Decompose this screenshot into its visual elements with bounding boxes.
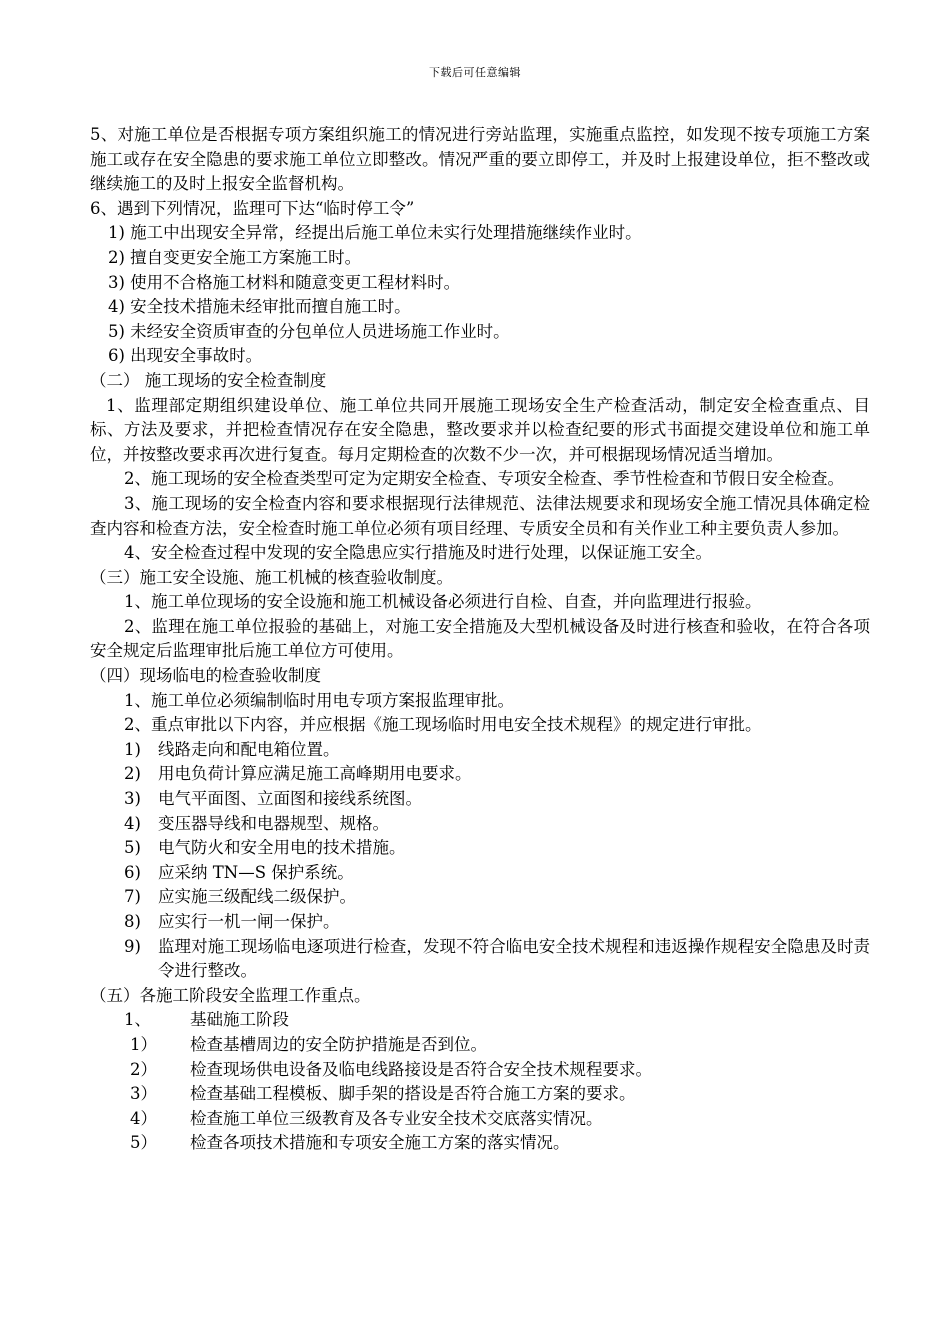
list-number: 3）: [130, 1084, 157, 1104]
list-number: 5）: [130, 1133, 157, 1153]
list-text: 用电负荷计算应满足施工高峰期用电要求。: [158, 764, 472, 784]
list-number: 1): [124, 739, 141, 759]
section-3-paragraph-2: 2、监理在施工单位报验的基础上，对施工安全措施及大型机械设备及时进行核查和验收，在符合各项安全规定后监理审批后施工单位方可使用。: [90, 616, 870, 661]
list-number: 3): [124, 789, 141, 809]
section-4-title: （四）现场临电的检查验收制度: [90, 666, 321, 686]
list-text: 检查基础工程模板、脚手架的搭设是否符合施工方案的要求。: [190, 1084, 636, 1104]
subsection-number: 1、: [124, 1010, 151, 1030]
list-item: [90, 1058, 870, 1083]
list-text: 检查基槽周边的安全防护措施是否到位。: [190, 1034, 487, 1054]
list-text: 检查各项技术措施和专项安全施工方案的落实情况。: [190, 1133, 570, 1153]
paragraph-item-6: 6、遇到下列情况，监理可下达“临时停工令”: [90, 198, 415, 218]
list-number: 5): [124, 838, 141, 858]
list-number: 2): [124, 764, 141, 784]
list-item: [90, 1107, 870, 1132]
list-item: [90, 1082, 870, 1107]
list-number: 7): [124, 887, 141, 907]
section-2-paragraph-2: 2、施工现场的安全检查类型可定为定期安全检查、专项安全检查、季节性检查和节假日安全检查。: [124, 469, 844, 489]
list-text: 电气防火和安全用电的技术措施。: [158, 838, 406, 858]
paragraph-item-5: 5、对施工单位是否根据专项方案组织施工的情况进行旁站监理，实施重点监控，如发现不按专项施工方案施工或存在安全隐患的要求施工单位立即整改。情况严重的要立即停工，并及时上报建设单位，拒不整改或继续施工的及时上报安全监督机构。: [90, 125, 870, 194]
list-item: [90, 1131, 870, 1156]
list-item: [90, 787, 870, 812]
section-2-paragraph-3: 3、施工现场的安全检查内容和要求根据现行法律规范、法律法规要求和现场安全施工情况具体确定检查内容和检查方法，安全检查时施工单位必须有项目经理、专质安全员和有关作业工种主要负责人参加。: [90, 493, 870, 538]
stop-work-item: 4) 安全技术措施未经审批而擅自施工时。: [108, 297, 411, 317]
subsection-heading: [90, 1008, 870, 1033]
section-2-title: （二） 施工现场的安全检查制度: [90, 370, 327, 390]
section-5-title: （五）各施工阶段安全监理工作重点。: [90, 985, 371, 1005]
list-item: [90, 738, 870, 763]
stop-work-item: 5) 未经安全资质审查的分包单位人员进场施工作业时。: [108, 321, 510, 341]
list-text: 检查现场供电设备及临电线路接设是否符合安全技术规程要求。: [190, 1059, 652, 1079]
list-text: 检查施工单位三级教育及各专业安全技术交底落实情况。: [190, 1108, 603, 1128]
list-number: 4）: [130, 1108, 157, 1128]
stop-work-item: 2) 擅自变更安全施工方案施工时。: [108, 247, 362, 267]
section-4-paragraph-2: 2、重点审批以下内容，并应根据《施工现场临时用电安全技术规程》的规定进行审批。: [124, 715, 762, 735]
list-item: [90, 762, 870, 787]
section-4-paragraph-1: 1、施工单位必须编制临时用电专项方案报监理审批。: [124, 690, 514, 710]
list-item: [90, 836, 870, 861]
section-2-paragraph-4: 4、安全检查过程中发现的安全隐患应实行措施及时进行处理，以保证施工安全。: [124, 543, 712, 563]
list-text: 监理对施工现场临电逐项进行检查，发现不符合临电安全技术规程和违返操作规程安全隐患及时责令进行整改。: [158, 936, 870, 981]
list-number: 9): [124, 936, 141, 956]
stop-work-item: 6) 出现安全事故时。: [108, 346, 263, 366]
list-item: [90, 935, 870, 984]
list-number: 2）: [130, 1059, 157, 1079]
list-text: 应采纳 TN—S 保护系统。: [158, 862, 354, 882]
list-text: 变压器导线和电器规型、规格。: [158, 813, 389, 833]
stop-work-item: 3) 使用不合格施工材料和随意变更工程材料时。: [108, 272, 461, 292]
subsection-text: 基础施工阶段: [190, 1010, 289, 1030]
list-number: 8): [124, 912, 141, 931]
list-text: 线路走向和配电箱位置。: [158, 739, 340, 759]
stop-work-item: 1) 施工中出现安全异常，经提出后施工单位未实行处理措施继续作业时。: [108, 223, 642, 243]
document-body: [90, 123, 870, 1156]
list-item: [90, 885, 870, 910]
list-text: 应实施三级配线二级保护。: [158, 887, 356, 907]
list-item: [90, 1033, 870, 1058]
list-item: [90, 861, 870, 886]
list-number: 1）: [130, 1034, 157, 1054]
list-number: 6): [124, 862, 141, 882]
list-number: 4): [124, 813, 141, 833]
list-item: [90, 910, 870, 935]
list-text: 电气平面图、立面图和接线系统图。: [158, 789, 422, 809]
section-3-paragraph-1: 1、施工单位现场的安全设施和施工机械设备必须进行自检、自查，并向监理进行报验。: [124, 592, 762, 612]
list-item: [90, 812, 870, 837]
section-2-paragraph-1: 1、监理部定期组织建设单位、施工单位共同开展施工现场安全生产检查活动，制定安全检查重点、目标、方法及要求，并把检查情况存在安全隐患，整改要求并以检查纪要的形式书面提交建设单位和施工单位，并按整改要求再次进行复查。每月定期检查的次数不少一次，并可根据现场情况适当增加。: [90, 395, 870, 464]
section-3-title: （三）施工安全设施、施工机械的核查验收制度。: [90, 567, 453, 587]
list-text: 应实行一机一闸一保护。: [158, 912, 340, 931]
page-header: 下载后可任意编辑: [429, 66, 521, 79]
